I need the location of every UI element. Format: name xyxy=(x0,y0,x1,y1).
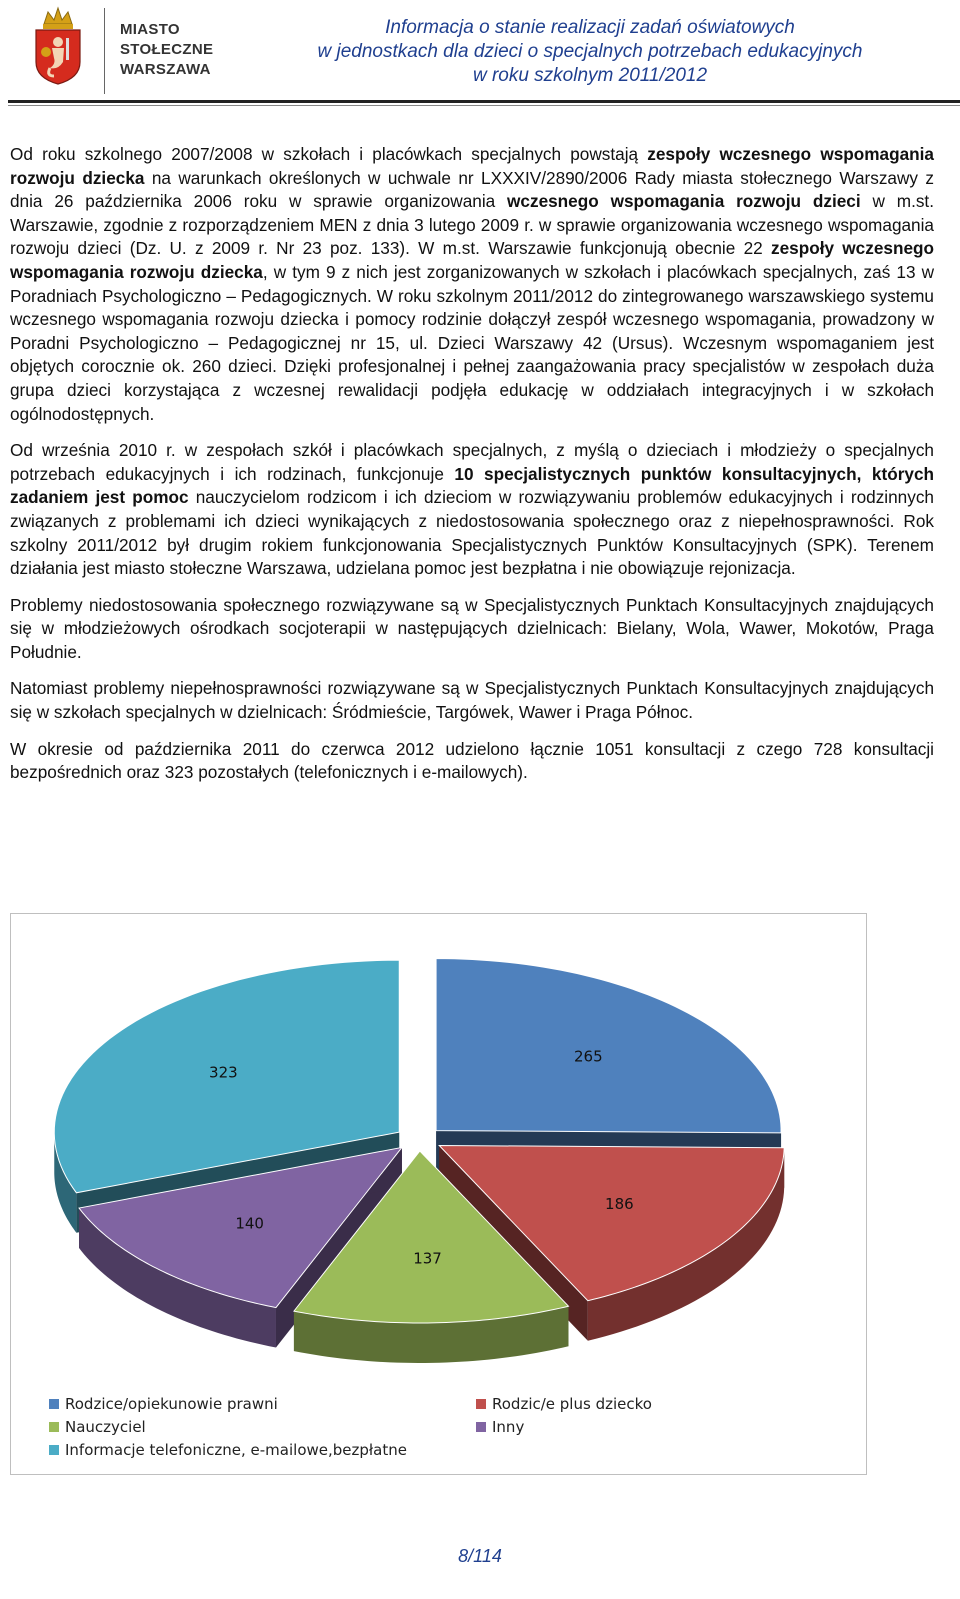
city-logo-text xyxy=(120,20,213,80)
header-rule xyxy=(8,100,960,103)
legend-label: Rodzic/e plus dziecko xyxy=(492,1395,652,1413)
pie-data-label: 140 xyxy=(235,1214,264,1233)
page-number: 8/114 xyxy=(458,1546,502,1566)
text-run: Od roku szkolnego 2007/2008 w szkołach i placówkach specjalnych powstają xyxy=(10,144,648,164)
logo-line: WARSZAWA xyxy=(120,61,211,78)
text-run: na warunkach określonych w uchwale nr LXXXIV/2890/2006 Rady miasta stołecznego Warszawy z dnia 26 października 2006 roku w sprawie organizowania xyxy=(10,167,935,212)
logo-separator xyxy=(104,8,105,94)
title-line: Informacja o stanie realizacji zadań oświatowych xyxy=(385,17,795,38)
legend-label: Inny xyxy=(492,1418,525,1436)
pie-chart-svg xyxy=(11,914,866,1474)
warsaw-crest-icon xyxy=(30,6,86,86)
body-text xyxy=(10,143,934,798)
legend-label: Informacje telefoniczne, e-mailowe,bezpłatne xyxy=(65,1441,407,1459)
pie-data-label: 265 xyxy=(574,1047,603,1066)
bold-text: zespoły wczesnego wspomagania rozwoju dziecka xyxy=(10,144,934,188)
text-run: , w tym 9 z nich jest zorganizowanych w szkołach i placówkach specjalnych, zaś 13 w Poradniach Psychologiczno – Pedagogicznych. W roku szkolnym 2011/2012 do zintegrowanego warszawskiego systemu wczesnego wspomagania rozwoju dziecka i pomocy rodzinie dołączył zespół wczesnego wspomagania, prowadzony w Poradni Psychologiczno – Pedagogicznej nr 15, ul. Dzieci Warszawy 42 (Ursus). Wczesnym wspomaganiem jest objętych corocznie ok. 260 dzieci. Dzięki profesjonalnej i pełnej zaangażowania pracy specjalistów w zespołach duża grupa dzieci korzystająca z wczesnej rewalidacji podjęła edukację w oddziałach integracyjnych i w szkołach ogólnodostępnych. xyxy=(10,261,935,424)
pie-data-label: 137 xyxy=(413,1249,442,1268)
text-run: Natomiast problemy niepełnosprawności rozwiązywane są w Specjalistycznych Punktach Konsultacyjnych znajdujących się w szkołach specjalnych w dzielnicach: Śródmieście, Targówek, Wawer i Praga Północ. xyxy=(10,678,934,723)
legend-swatch xyxy=(49,1399,59,1409)
legend-swatch xyxy=(476,1422,486,1432)
document-title xyxy=(260,16,920,88)
page-header xyxy=(0,0,960,110)
bold-text: wczesnego wspomagania rozwoju dzieci xyxy=(507,191,861,212)
title-line: w roku szkolnym 2011/2012 xyxy=(472,65,708,86)
legend-swatch xyxy=(476,1399,486,1409)
legend-label: Nauczyciel xyxy=(65,1418,146,1436)
text-run: nauczycielom rodzicom i ich dzieciom w rozwiązywaniu problemów edukacyjnych i rodzinnych związanych z problemami ich dzieci wynikających z niedostosowania społecznego oraz z niepełnosprawności. Rok szkolny 2011/2012 był drugim rokiem funkcjonowania Specjalistycznych Punktów Konsultacyjnych (SPK). Terenem działania jest miasto stołeczne Warszawa, udzielana pomoc jest bezpłatna i nie obowiązuje rejonizacja. xyxy=(10,487,934,579)
paragraph xyxy=(10,677,934,724)
text-run: Od września 2010 r. w zespołach szkół i placówkach specjalnych, z myślą o dzieciach i młodzieży o specjalnych potrzebach edukacyjnych i ich rodzinach, funkcjonuje xyxy=(10,440,934,484)
pie-slice xyxy=(436,959,781,1133)
pie-data-label: 323 xyxy=(209,1063,238,1082)
bold-text: 10 specjalistycznych punktów konsultacyjnych, których zadaniem jest pomoc xyxy=(10,463,935,508)
paragraph xyxy=(10,143,934,426)
text-run: w m.st. Warszawie, zgodnie z rozporządzeniem MEN z dnia 3 lutego 2009 r. w sprawie organizowania wczesnego wspomagania rozwoju dzieci (Dz. U. z 2009 r. Nr 23 poz. 133). W m.st. Warszawie funkcjonują obecnie 22 xyxy=(10,191,934,259)
paragraph xyxy=(10,594,934,665)
legend-label: Rodzice/opiekunowie prawni xyxy=(65,1395,278,1413)
logo-line: STOŁECZNE xyxy=(120,41,214,58)
logo-line: MIASTO xyxy=(120,21,180,38)
header-rule-thin xyxy=(8,105,960,106)
pie-data-label: 186 xyxy=(605,1194,634,1213)
paragraph xyxy=(10,738,934,785)
paragraph xyxy=(10,439,934,581)
text-run: W okresie od października 2011 do czerwca 2012 udzielono łącznie 1051 konsultacji z czego 728 konsultacji bezpośrednich oraz 323 pozostałych (telefonicznych i e-mailowych). xyxy=(10,738,934,783)
pie-chart xyxy=(10,913,867,1475)
legend-swatch xyxy=(49,1422,59,1432)
bold-text: zespoły wczesnego wspomagania rozwoju dziecka xyxy=(10,238,934,282)
title-line: w jednostkach dla dzieci o specjalnych potrzebach edukacyjnych xyxy=(317,41,863,62)
text-run: Problemy niedostosowania społecznego rozwiązywane są w Specjalistycznych Punktach Konsultacyjnych znajdujących się w młodzieżowych ośrodkach socjoterapii w następujących dzielnicach: Bielany, Wola, Wawer, Mokotów, Praga Południe. xyxy=(10,594,934,662)
legend-swatch xyxy=(49,1445,59,1455)
